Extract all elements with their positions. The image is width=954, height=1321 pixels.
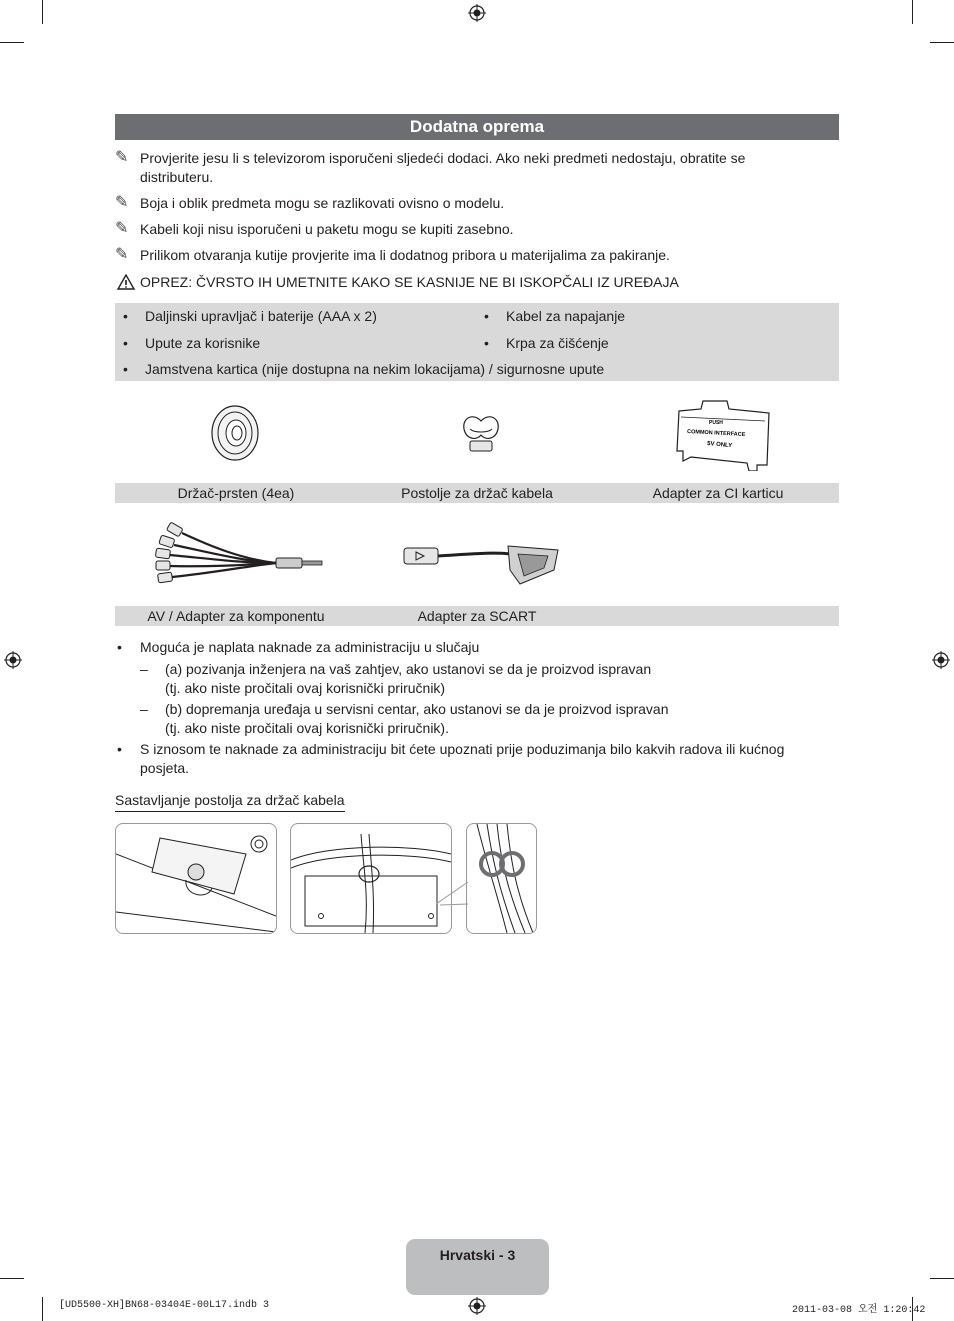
admin-fee-notice-cont: posjeta. [140,760,190,776]
crop-mark [912,0,913,24]
assembly-step-illustration [115,823,277,934]
caption: Adapter za CI karticu [652,485,784,501]
tv-back-icon [116,824,276,933]
registration-mark-icon [468,4,486,22]
cable-bundle-icon [291,824,451,933]
note-item [115,149,815,187]
bullet-symbol: • [117,741,122,757]
ci-card-adapter-icon [673,399,773,471]
caption-bar [115,483,839,503]
list-item: • Krpa za čišćenje [484,335,609,351]
caption: Držač-prsten (4ea) [177,485,295,501]
note-text: Provjerite jesu li s televizorom isporučeni sljedeći dodaci. Ako neki predmeti nedostaju, obratite se distributeru. [140,150,746,185]
assembly-heading: Sastavljanje postolja za držač kabela [115,791,345,812]
caption-bar [115,606,839,626]
admin-fee-case-a-note: (tj. ako niste pročitali ovaj korisnički priručnik) [165,680,446,696]
caution-text: OPREZ: ČVRSTO IH UMETNITE KAKO SE KASNIJE NE BI ISKOPČALI IZ UREĐAJA [140,274,679,290]
section-title: Dodatna oprema [115,114,839,140]
caution-note [115,273,835,292]
crop-mark [42,0,43,24]
list-item: • Daljinski upravljač i baterije (AAA x 2) [123,308,377,324]
admin-fee-notice: S iznosom te naknade za administraciju bit ćete upoznati prije poduzimanja bilo kakvih radova ili kućnog [140,741,785,757]
crop-mark [930,1278,954,1279]
dash-symbol: – [140,701,148,717]
cable-holder-stand-icon [458,411,504,457]
list-item: • Jamstvena kartica (nije dostupna na nekim lokacijama) / sigurnosne upute [123,361,605,377]
pen-icon: ✎ [115,149,129,166]
file-info: [UD5500-XH]BN68-03404E-00L17.indb 3 [59,1300,270,1311]
list-item: • Upute za korisnike [123,335,261,351]
crop-mark [0,1278,24,1279]
print-date: 2011-03-08 오전 1:20:42 [792,1305,926,1316]
admin-fee-case-a: (a) pozivanja inženjera na vaš zahtjev, ako ustanovi se da je proizvod ispravan [165,661,652,677]
included-items-box [115,303,839,381]
page-number-tab: Hrvatski - 3 [406,1239,549,1295]
note-item [115,194,815,213]
pen-icon: ✎ [115,194,129,211]
note-item [115,246,815,265]
pen-icon: ✎ [115,246,129,263]
svg-text:COMMON INTERFACE: COMMON INTERFACE [686,429,746,439]
admin-fee-case-b: (b) dopremanja uređaja u servisni centar, ako ustanovi se da je proizvod ispravan [165,701,669,717]
registration-mark-icon [4,651,22,669]
assembly-step-illustration [466,823,537,934]
caption: Adapter za SCART [417,608,537,624]
warning-triangle-icon [117,274,135,290]
caption: Postolje za držač kabela [401,485,553,501]
admin-fee-case-b-note: (tj. ako niste pročitali ovaj korisnički priručnik). [165,720,449,736]
crop-mark [42,1297,43,1321]
svg-text:PUSH: PUSH [709,420,723,426]
list-item: • Kabel za napajanje [484,308,626,324]
crop-mark [0,42,24,43]
bullet-symbol: • [117,639,122,655]
registration-mark-icon [468,1297,486,1315]
assembly-step-illustration [290,823,452,934]
svg-text:5V ONLY: 5V ONLY [706,441,733,450]
note-item [115,220,815,239]
pen-icon: ✎ [115,220,129,237]
cable-holder-closeup-icon [467,824,536,933]
crop-mark [930,42,954,43]
callout-lines [436,880,470,906]
note-text: Boja i oblik predmeta mogu se razlikovati ovisno o modelu. [140,195,505,211]
dash-symbol: – [140,661,148,677]
registration-mark-icon [932,651,950,669]
av-component-adapter-icon [152,521,328,591]
note-text: Kabeli koji nisu isporučeni u paketu mogu se kupiti zasebno. [140,221,514,237]
note-text: Prilikom otvaranja kutije provjerite ima li dodatnog pribora u materijalima za pakiranje. [140,247,670,263]
caption: AV / Adapter za komponentu [147,608,325,624]
holder-ring-icon [208,404,262,462]
scart-adapter-icon [402,540,564,590]
admin-fee-text: Moguća je naplata naknade za administraciju u slučaju [140,639,480,655]
